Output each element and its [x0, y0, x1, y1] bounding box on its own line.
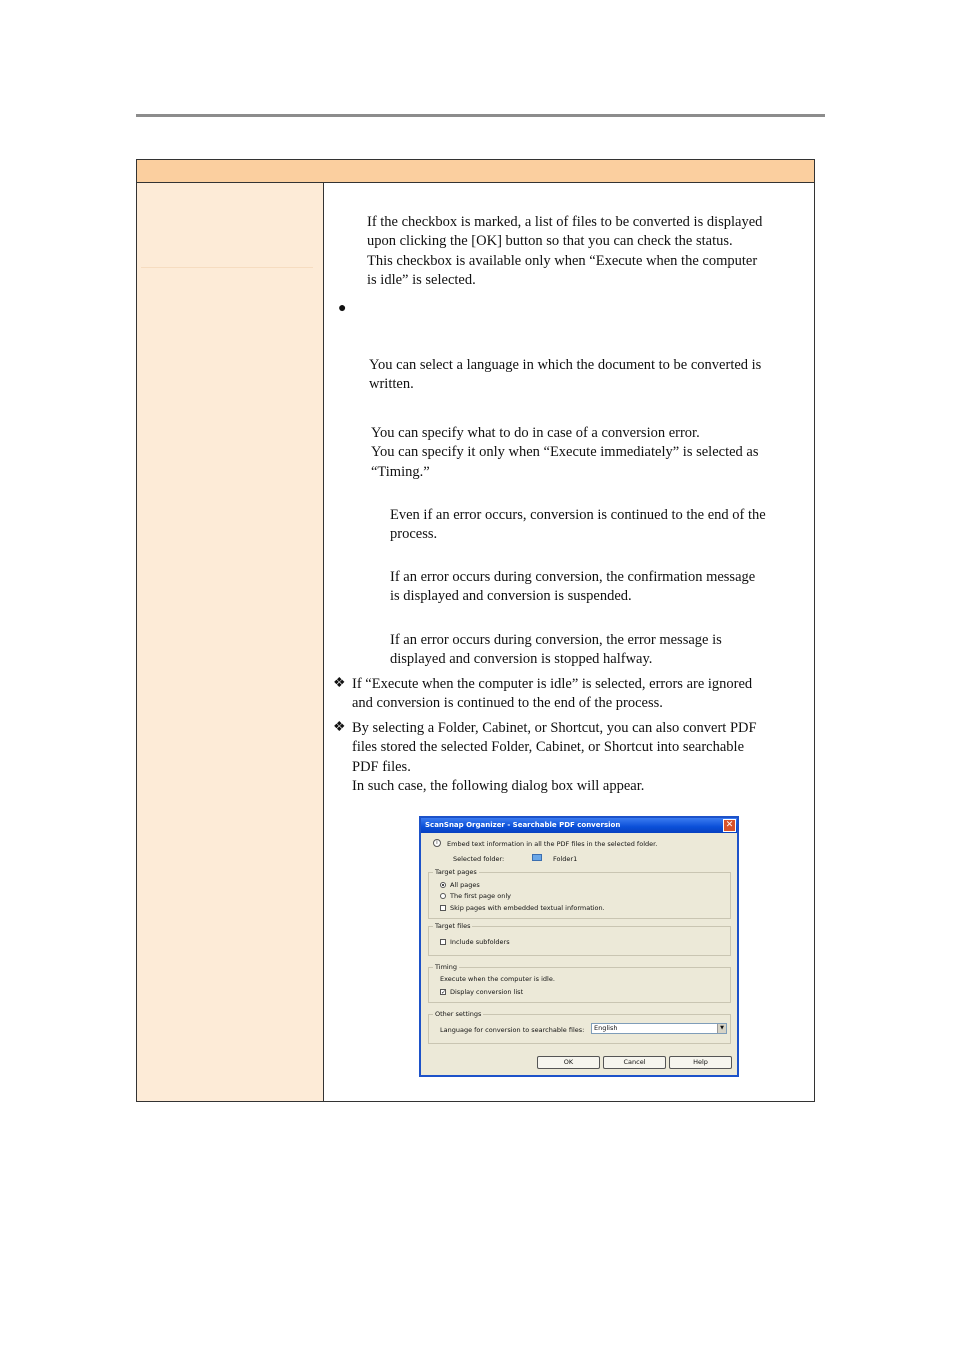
include-subfolders-checkbox[interactable]: [440, 939, 446, 945]
note-idle-errors: If “Execute when the computer is idle” is selected, errors are ignored and conversion is continued to the end of the process.: [352, 676, 753, 712]
error-handling-description: You can specify what to do in case of a conversion error. You can specify it only when “Execute immediately” is selected as “Timing.”: [371, 425, 759, 480]
selected-folder-label: Selected folder:: [453, 855, 505, 863]
language-description: You can select a language in which the document to be converted is written.: [369, 357, 762, 393]
first-page-label: The first page only: [450, 892, 511, 900]
dialog-title: ScanSnap Organizer - Searchable PDF conversion: [421, 818, 737, 833]
table-header: [137, 160, 814, 183]
target-pages-group: [428, 868, 731, 919]
target-files-label: Target files: [435, 922, 471, 930]
table-left-column: [137, 183, 324, 1101]
error-option-continue: Even if an error occurs, conversion is continued to the end of the process.: [390, 507, 766, 543]
note-icon: ❖: [333, 720, 346, 735]
target-files-group: [428, 922, 731, 956]
searchable-pdf-dialog-screenshot: [419, 816, 739, 1077]
cancel-button[interactable]: Cancel: [603, 1056, 666, 1069]
left-column-divider: [141, 267, 313, 268]
error-option-confirm: If an error occurs during conversion, the confirmation message is displayed and conversion is suspended.: [390, 569, 756, 605]
skip-pages-checkbox[interactable]: [440, 905, 446, 911]
other-settings-label: Other settings: [435, 1010, 482, 1018]
include-subfolders-label: Include subfolders: [450, 938, 510, 946]
dialog-message: Embed text information in all the PDF files in the selected folder.: [447, 840, 658, 848]
first-page-radio[interactable]: [440, 893, 446, 899]
timing-label: Timing: [435, 963, 457, 971]
display-list-label: Display conversion list: [450, 988, 524, 996]
target-pages-label: Target pages: [435, 868, 477, 876]
language-value: English: [594, 1024, 618, 1032]
error-option-stop: If an error occurs during conversion, the error message is displayed and conversion is stopped halfway.: [390, 632, 722, 668]
info-icon: i: [433, 839, 441, 847]
all-pages-radio[interactable]: [440, 882, 446, 888]
language-label: Language for conversion to searchable files:: [440, 1026, 585, 1034]
all-pages-label: All pages: [450, 881, 480, 889]
timing-text: Execute when the computer is idle.: [440, 975, 555, 983]
note-icon: ❖: [333, 676, 346, 691]
display-list-description: If the checkbox is marked, a list of files to be converted is displayed upon clicking the [OK] button so that you can check the status. This checkbox is available only when “Execute when the computer is idle” is selected.: [367, 214, 763, 288]
ok-button[interactable]: OK: [537, 1056, 600, 1069]
note-folder-conversion: By selecting a Folder, Cabinet, or Shortcut, you can also convert PDF files stored the selected Folder, Cabinet, or Shortcut into searchable PDF files. In such case, the following dialog box will appear.: [352, 720, 757, 794]
timing-group: [428, 963, 731, 1003]
help-button[interactable]: Help: [669, 1056, 732, 1069]
folder-icon: [532, 854, 542, 861]
language-select[interactable]: [591, 1023, 727, 1034]
close-icon[interactable]: ✕: [723, 819, 736, 832]
bullet-icon: ●: [338, 301, 347, 316]
selected-folder-name: Folder1: [553, 855, 578, 863]
chevron-down-icon[interactable]: ▼: [717, 1024, 726, 1033]
skip-pages-label: Skip pages with embedded textual information.: [450, 904, 605, 912]
display-list-checkbox[interactable]: ✓: [441, 989, 447, 996]
header-rule: [136, 114, 825, 117]
